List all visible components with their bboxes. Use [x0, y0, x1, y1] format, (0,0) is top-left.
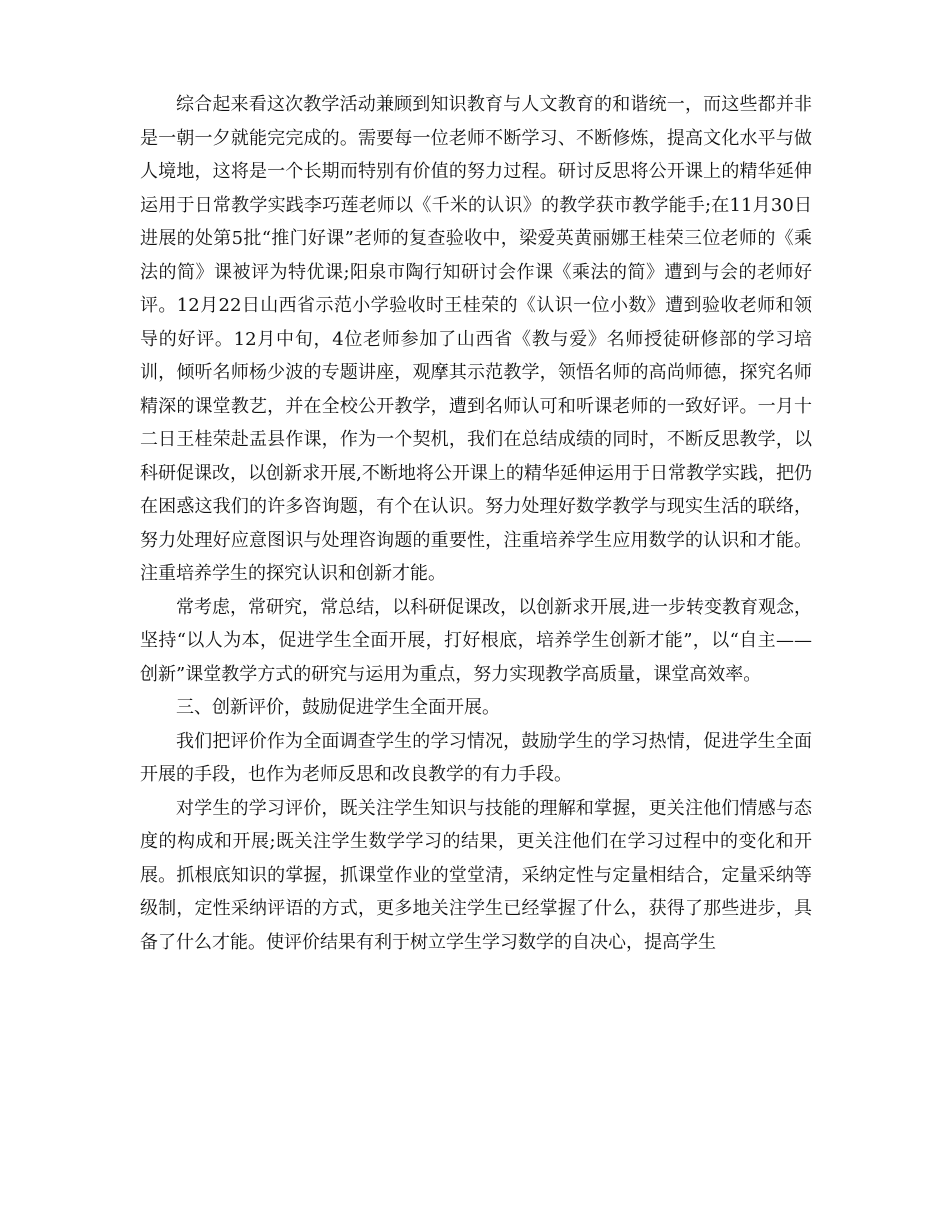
section-heading: 三、创新评价，鼓励促进学生全面开展。: [176, 697, 500, 718]
paragraph-2: 常考虑，常研究，常总结，以科研促课改，以创新求开展,进一步转变教育观念，坚持“以人为本，促进学生全面开展，打好根底，培养学生创新才能”，以“自主——创新”课堂教学方式的研究与运用为重点，努力实现教学高质量，课堂高效率。: [140, 596, 812, 685]
paragraph-3: 我们把评价作为全面调查学生的学习情况，鼓励学生的学习热情，促进学生全面开展的手段，也作为老师反思和改良教学的有力手段。: [140, 730, 812, 785]
paragraph-1: 综合起来看这次教学活动兼顾到知识教育与人文教育的和谐统一，而这些都并非是一朝一夕就能完完成的。需要每一位老师不断学习、不断修炼，提高文化水平与做人境地，这将是一个长期而特别有价值的努力过程。研讨反思将公开课上的精华延伸运用于日常教学实践李巧莲老师以《千米的认识》的教学获市教学能手;在11月30日进展的处第5批“推门好课”老师的复查验收中，梁爱英黄丽娜王桂荣三位老师的《乘法的简》课被评为特优课;阳泉市陶行知研讨会作课《乘法的简》遭到与会的老师好评。12月22日山西省示范小学验收时王桂荣的《认识一位小数》遭到验收老师和领导的好评。12月中旬，4位老师参加了山西省《教与爱》名师授徒研修部的学习培训，倾听名师杨少波的专题讲座，观摩其示范教学，领悟名师的高尚师德，探究名师精深的课堂教艺，并在全校公开教学，遭到名师认可和听课老师的一致好评。一月十二日王桂荣赴盂县作课，作为一个契机，我们在总结成绩的同时，不断反思教学，以科研促课改，以创新求开展,不断地将公开课上的精华延伸运用于日常教学实践，把仍在困惑这我们的许多咨询题，有个在认识。努力处理好数学教学与现实生活的联络，努力处理好应意图识与处理咨询题的重要性，注重培养学生应用数学的认识和才能。注重培养学生的探究认识和创新才能。: [140, 94, 812, 584]
paragraph-4: 对学生的学习评价，既关注学生知识与技能的理解和掌握，更关注他们情感与态度的构成和开展;既关注学生数学学习的结果，更关注他们在学习过程中的变化和开展。抓根底知识的掌握，抓课堂作业的堂堂清，采纳定性与定量相结合，定量采纳等级制，定性采纳评语的方式，更多地关注学生已经掌握了什么，获得了那些进步，具备了什么才能。使评价结果有利于树立学生学习数学的自决心，提高学生: [140, 797, 812, 953]
document-body: [140, 88, 812, 959]
